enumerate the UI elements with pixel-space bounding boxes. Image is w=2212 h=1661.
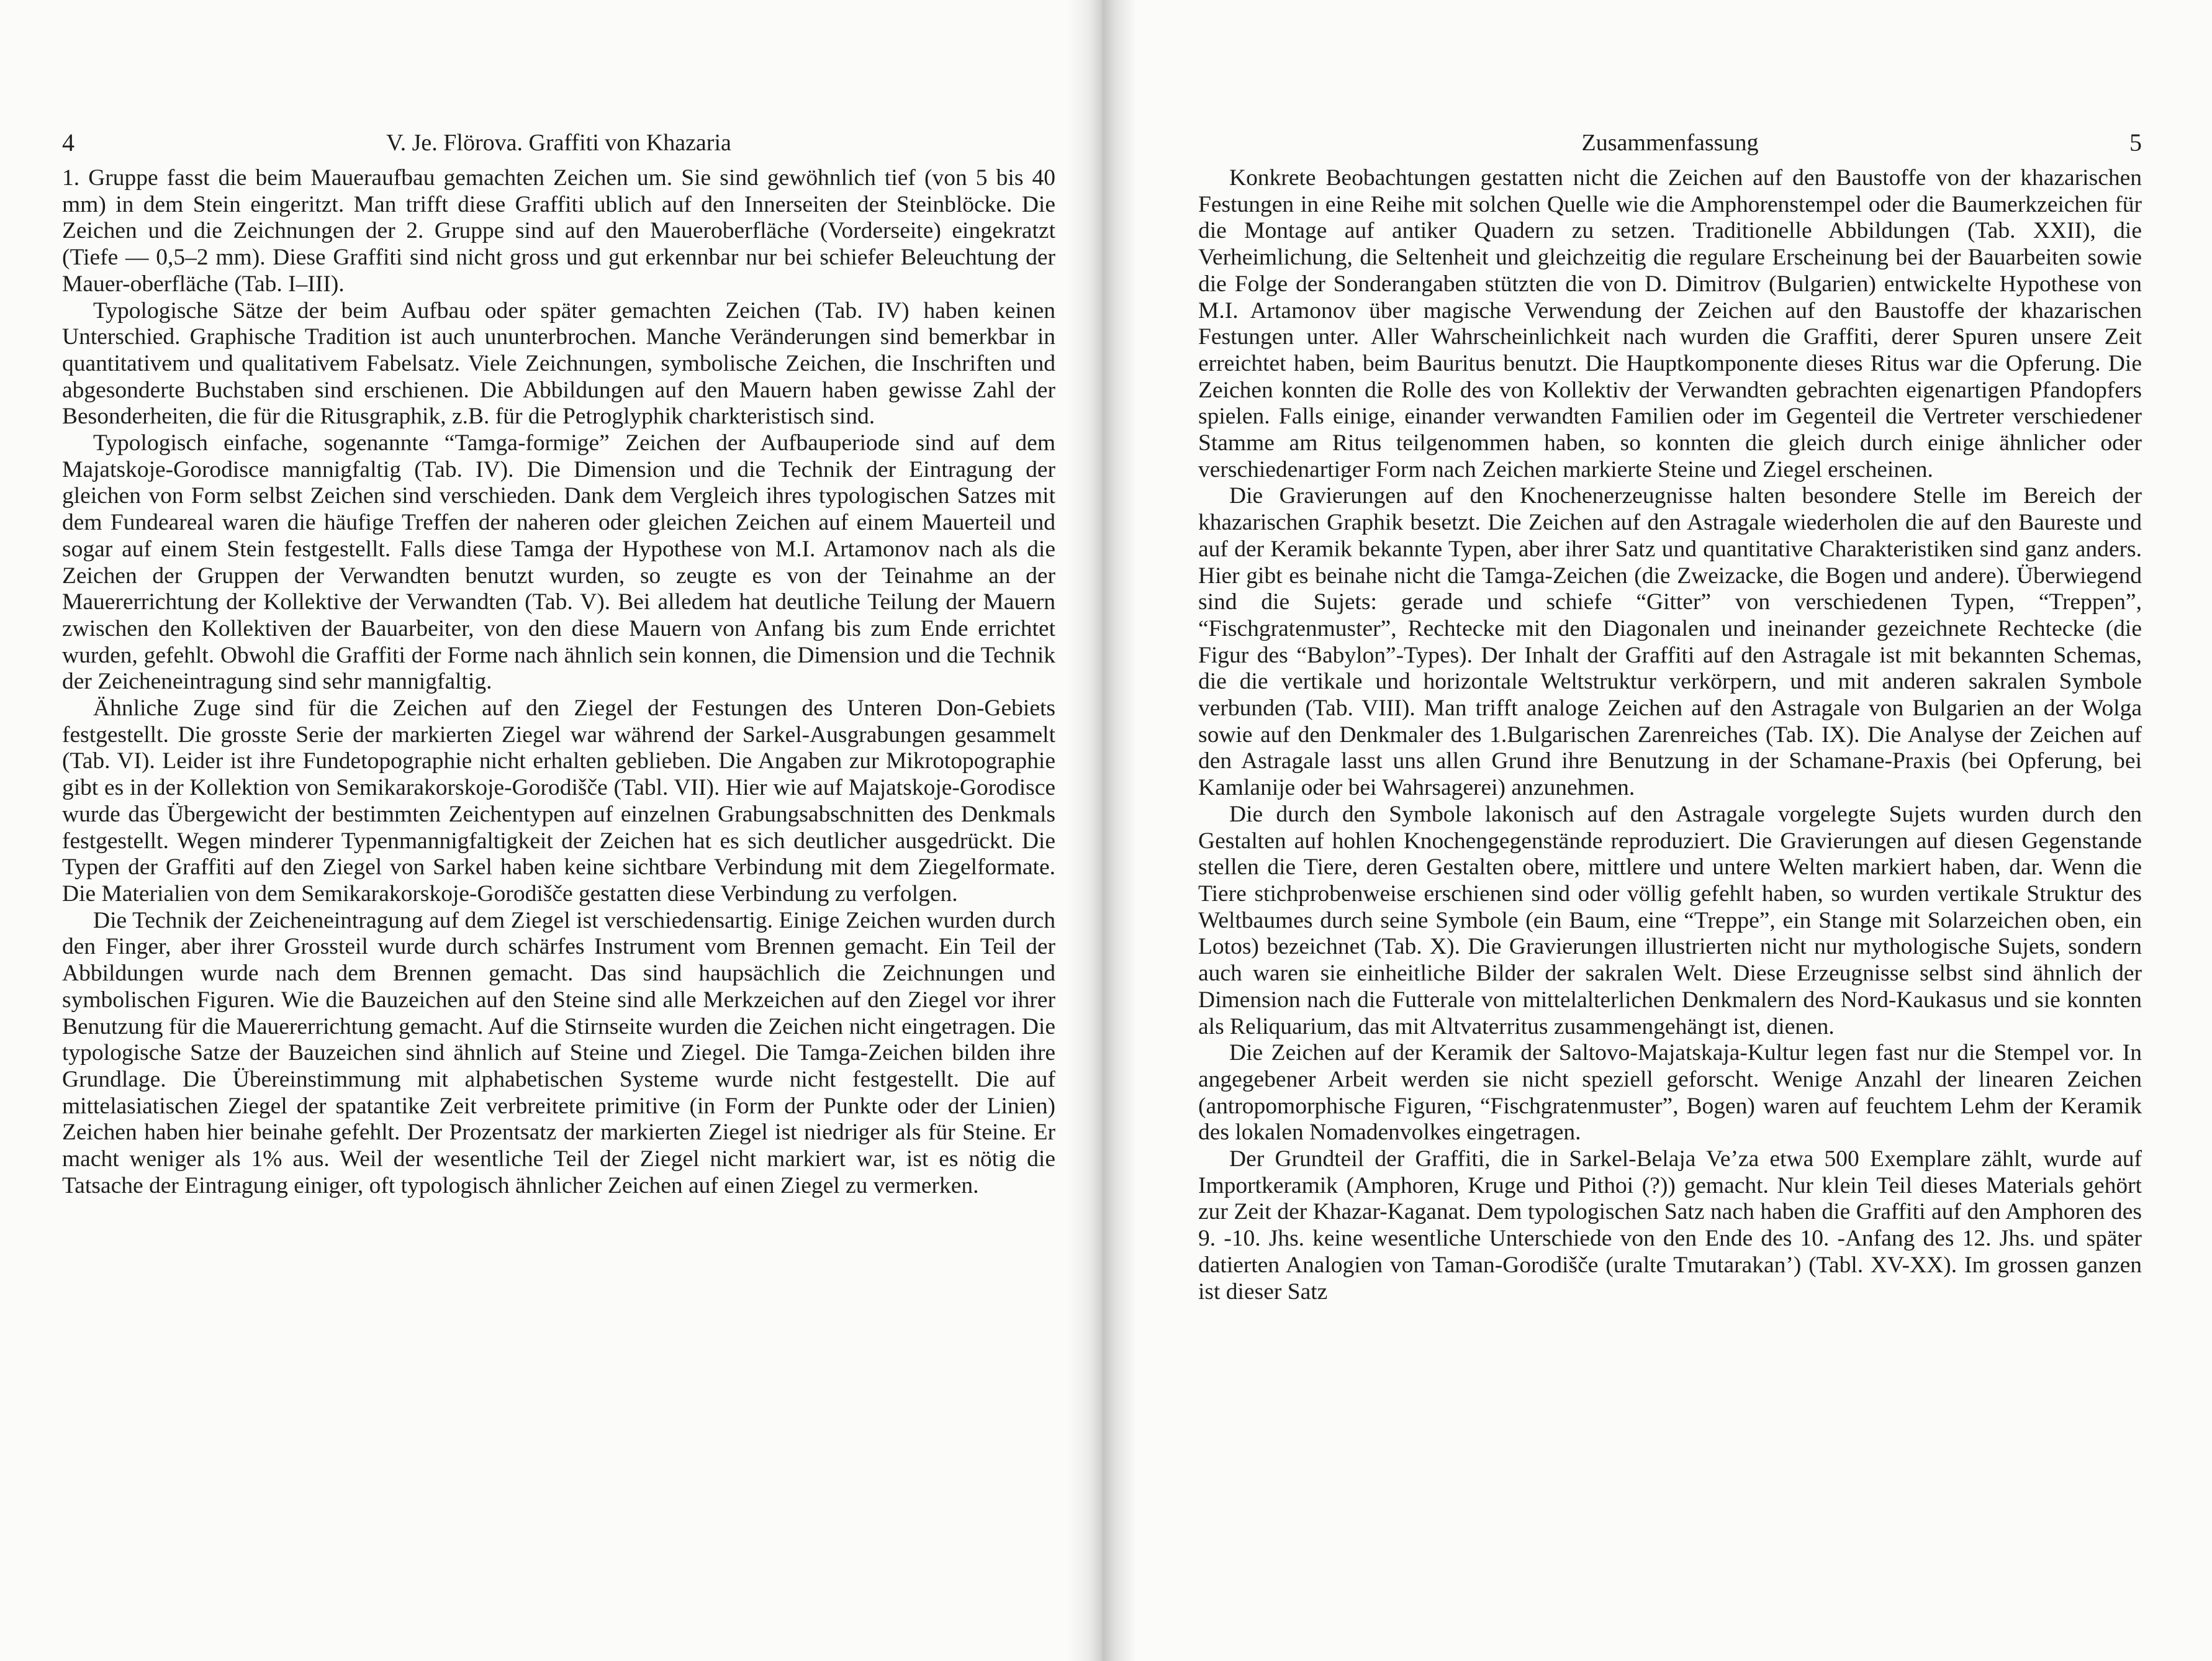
- left-paragraph-3: Typologisch einfache, sogenannte “Tamga-formige” Zeichen der Aufbauperiode sind auf dem Majatskoje-Gorodisce mannigfaltig (Tab. IV). Die Dimension und die Technik der Eintragung der gleichen von Form selbst Zeichen sind verschieden. Dank dem Vergleich ihres typologischen Satzes mit dem Fundeareal waren die häufige Treffen der naheren oder gleichen Zeichen auf einem Mauerteil und sogar auf einem Stein festgestellt. Falls diese Tamga der Hypothese von M.I. Artamonov nach als die Zeichen der Gruppen der Verwandten benutzt wurden, so zeugte es von der Teinahme an der Mauererrichtung der Kollektive der Verwandten (Tab. V). Bei alledem hat deutliche Teilung der Mauern zwischen den Kollektiven der Bauarbeiter, von den diese Mauern von Anfang bis zum Ende errichtet wurden, gefehlt. Obwohl die Graffiti der Forme nach ähnlich sein konnen, die Dimension und die Technik der Zeicheneintragung sind sehr mannigfaltig.: [62, 430, 1055, 695]
- right-page: [1198, 124, 2142, 1305]
- right-paragraph-5: Der Grundteil der Graffiti, die in Sarkel-Belaja Ve’za etwa 500 Exemplare zählt, wurde auf Importkeramik (Amphoren, Kruge und Pithoi (?)) gemacht. Nur klein Teil dieses Materials gehört zur Zeit der Khazar-Kaganat. Dem typologischen Satz nach haben die Graffiti auf den Amphoren des 9. -10. Jhs. keine wesentliche Unterschiede von den Ende des 10. -Anfang des 12. Jhs. und später datierten Analogien von Taman-Gorodišče (uralte Tmutarakan’) (Tabl. XV-XX). Im grossen ganzen ist dieser Satz: [1198, 1146, 2142, 1305]
- right-paragraph-2: Die Gravierungen auf den Knochenerzeugnisse halten besondere Stelle im Bereich der khazarischen Graphik besetzt. Die Zeichen auf den Astragale wiederholen die auf den Baureste und auf der Keramik bekannte Typen, aber ihrer Satz und quantitative Charakteristiken sind ganz anders. Hier gibt es beinahe nicht die Tamga-Zeichen (die Zweizacke, die Bogen und andere). Überwiegend sind die Sujets: gerade und schiefe “Gitter” von verschiedenen Typen, “Treppen”, “Fischgratenmuster”, Rechtecke mit den Diagonalen und ineinander gezeichnete Rechtecke (die Figur des “Babylon”-Types). Der Inhalt der Graffiti auf den Astragale ist mit bekannten Schemas, die die vertikale und horizontale Weltstruktur verkörpern, und mit anderen sakralen Symbole verbunden (Tab. VIII). Man trifft analoge Zeichen auf den Astragale von Bulgarien an der Wolga sowie auf den Denkmaler des 1.Bulgarischen Zarenreiches (Tab. IX). Die Analyse der Zeichen auf den Astragale lasst uns allen Grund ihre Benutzung in der Schamane-Praxis (bei Opferung, bei Kamlanije oder bei Wahrsagerei) anzunehmen.: [1198, 483, 2142, 801]
- right-text-body: [1198, 165, 2142, 1305]
- right-paragraph-1: Konkrete Beobachtungen gestatten nicht die Zeichen auf den Baustoffe von der khazarischen Festungen in eine Reihe mit solchen Quelle wie die Amphorenstempel oder die Baumerkzeichen für die Montage auf antiker Quadern zu setzen. Traditionelle Abbildungen (Tab. XXII), die Verheimlichung, die Seltenheit und gleichzeitig die regulare Erscheinung bei der Bauarbeiten sowie die Folge der Sonderangaben stützten die von D. Dimitrov (Bulgarien) entwickelte Hypothese von M.I. Artamonov über magische Verwendung der Zeichen auf den Baustoffe der khazarischen Festungen unter. Aller Wahrscheinlichkeit nach wurden die Graffiti, derer Spuren unsere Zeit erreichtet haben, beim Bauritus benutzt. Die Hauptkomponente dieses Ritus war die Opferung. Die Zeichen konnten die Rolle des von Kollektiv der Verwandten gebrachten eigenartigen Pfandopfers spielen. Falls einige, einander verwandten Familien oder im Gegenteil die Vertreter verschiedener Stamme am Ritus teilgenommen haben, so konnten die gleich durch einige ähnlicher oder verschiedenartiger Form nach Zeichen markierte Steine und Ziegel erscheinen.: [1198, 165, 2142, 482]
- left-paragraph-1: 1. Gruppe fasst die beim Maueraufbau gemachten Zeichen um. Sie sind gewöhnlich tief (von 5 bis 40 mm) in dem Stein eingeritzt. Man trifft diese Graffiti ublich auf den Innerseiten der Steinblöcke. Die Zeichen und die Zeichnungen der 2. Gruppe sind auf den Maueroberfläche (Vorderseite) eingekratzt (Tiefe — 0,5–2 mm). Diese Graffiti sind nicht gross und gut erkennbar nur bei schiefer Beleuchtung der Mauer-oberfläche (Tab. I–III).: [62, 165, 1055, 297]
- left-running-title: V. Je. Flörova. Graffiti von Khazaria: [386, 130, 731, 156]
- left-paragraph-2: Typologische Sätze der beim Aufbau oder später gemachten Zeichen (Tab. IV) haben keinen Unterschied. Graphische Tradition ist auch ununterbrochen. Manche Veränderungen sind bemerkbar in quantitativem und qualitativem Fabelsatz. Viele Zeichnungen, symbolische Zeichen, die Inschriften und abgesonderte Buchstaben sind erschienen. Die Abbildungen auf den Mauern haben gewisse Zahl der Besonderheiten, die für die Ritusgraphik, z.B. für die Petroglyphik charkteristisch sind.: [62, 297, 1055, 430]
- left-page: [62, 124, 1055, 1199]
- book-gutter: [1068, 0, 1136, 1661]
- left-paragraph-5: Die Technik der Zeicheneintragung auf dem Ziegel ist verschiedensartig. Einige Zeichen wurden durch den Finger, aber ihrer Grossteil wurde durch schärfes Instrument vom Brennen gemacht. Ein Teil der Abbildungen wurde nach dem Brennen gemacht. Das sind haupsächlich die Zeichnungen und symbolischen Figuren. Wie die Bauzeichen auf den Steine sind alle Merkzeichen auf den Ziegel vor ihrer Benutzung für die Mauererrichtung gemacht. Auf die Stirnseite wurden die Zeichen nicht eingetragen. Die typologische Satze der Bauzeichen sind ähnlich auf Steine und Ziegel. Die Tamga-Zeichen bilden ihre Grundlage. Die Übereinstimmung mit alphabetischen Systeme wurde nicht festgestellt. Die auf mittelasiatischen Ziegel der spatantike Zeit verbreitete primitive (in Form der Punkte oder der Linien) Zeichen haben hier beinahe gefehlt. Der Prozentsatz der markierten Ziegel ist niedriger als für Steine. Er macht weniger als 1% aus. Weil der wesentliche Teil der Ziegel nicht markiert war, ist es nötig die Tatsache der Eintragung einiger, oft typologisch ähnlicher Zeichen auf einen Ziegel zu vermerken.: [62, 907, 1055, 1198]
- left-running-head: [62, 124, 1055, 161]
- right-page-number: 5: [2129, 129, 2142, 156]
- right-paragraph-3: Die durch den Symbole lakonisch auf den Astragale vorgelegte Sujets wurden durch den Gestalten auf hohlen Knochengegenstände reproduziert. Die Gravierungen auf diesen Gegenstande stellen die Tiere, deren Gestalten obere, mittlere und untere Welten markiert haben, dar. Wenn die Tiere stichprobenweise erschienen sind oder völlig gefehlt haben, so wurden vertikale Struktur des Weltbaumes durch seine Symbole (ein Baum, eine “Treppe”, ein Stange mit Solarzeichen oben, ein Lotos) bezeichnet (Tab. X). Die Gravierungen illustrierten nicht nur mythologische Sujets, sondern auch waren sie einheitliche Bilder der sakralen Welt. Diese Erzeugnisse selbst sind ähnlich der Dimension nach die Futterale von mittelalterlichen Denkmalern des Nord-Kaukasus und sie konnten als Reliquarium, das mit Altvaterritus zusammengehängt ist, dienen.: [1198, 801, 2142, 1039]
- right-paragraph-4: Die Zeichen auf der Keramik der Saltovo-Majatskaja-Kultur legen fast nur die Stempel vor. In angegebener Arbeit werden sie nicht speziell geforscht. Wenige Anzahl der linearen Zeichen (antropomorphische Figuren, “Fischgratenmuster”, Bogen) waren auf feuchtem Lehm der Keramik des lokalen Nomadenvolkes eingetragen.: [1198, 1040, 2142, 1146]
- left-paragraph-4: Ähnliche Zuge sind für die Zeichen auf den Ziegel der Festungen des Unteren Don-Gebiets festgestellt. Die grosste Serie der markierten Ziegel war während der Sarkel-Ausgrabungen gesammelt (Tab. VI). Leider ist ihre Fundetopographie nicht erhalten geblieben. Die Angaben zur Mikrotopographie gibt es in der Kollektion von Semikarakorskoje-Gorodišče (Tabl. VII). Hier wie auf Majatskoje-Gorodisce wurde das Übergewicht der bestimmten Zeichentypen auf einzelnen Grabungsabschnitten des Denkmals festgestellt. Wegen minderer Typenmannigfaltigkeit der Zeichen hat es sich deutlicher ausgedrückt. Die Typen der Graffiti auf den Ziegel von Sarkel haben keine sichtbare Verbindung mit dem Ziegelformate. Die Materialien von dem Semikarakorskoje-Gorodišče gestatten diese Verbindung zu verfolgen.: [62, 695, 1055, 907]
- right-running-title: Zusammenfassung: [1581, 130, 1759, 156]
- left-page-number: 4: [62, 129, 74, 156]
- left-text-body: [62, 165, 1055, 1199]
- right-running-head: [1198, 124, 2142, 161]
